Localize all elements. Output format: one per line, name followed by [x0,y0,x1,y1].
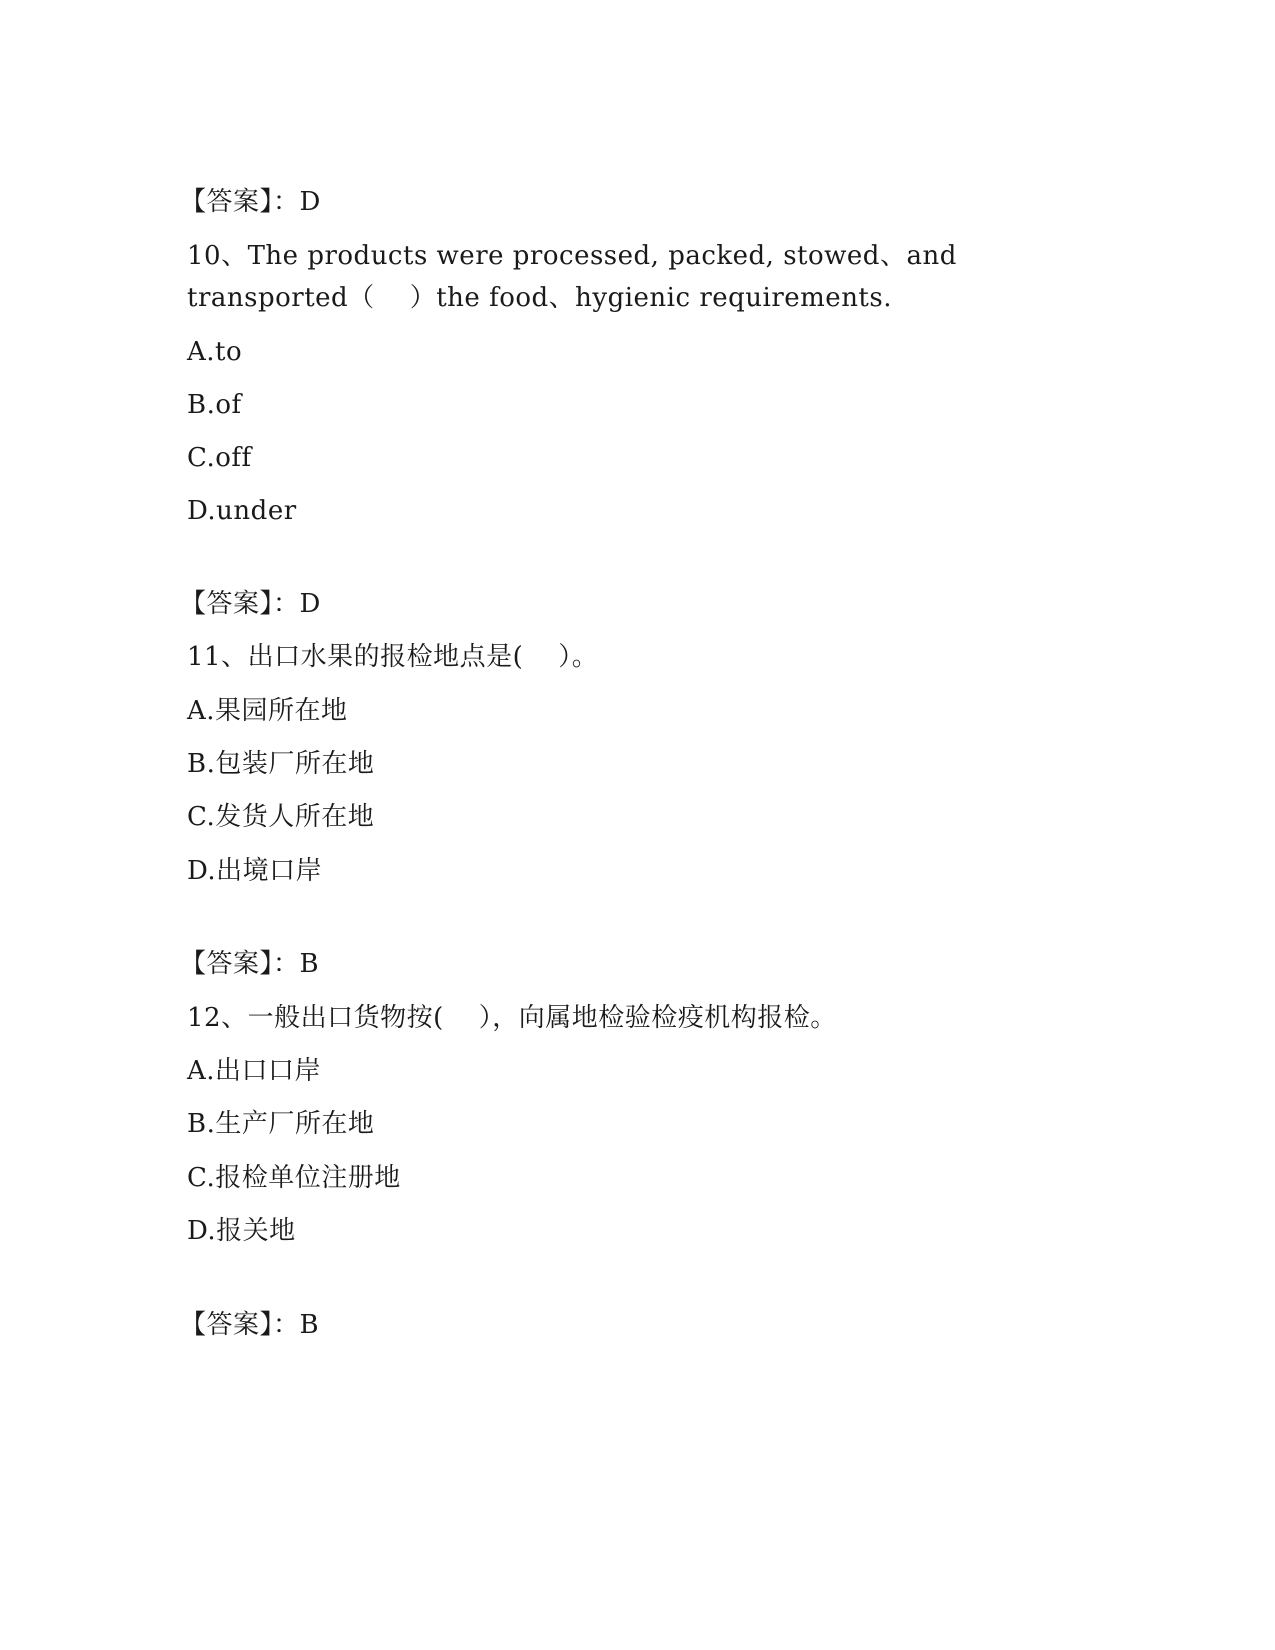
question-10-line-2: transported（ ）the food、hygienic requirements. [187,283,892,313]
answer-label: 【答案】：D [180,589,321,619]
option-d: D.报关地 [187,1216,296,1246]
option-b: B.包装厂所在地 [187,749,375,779]
option-a: A.to [187,337,243,367]
option-a: A.出口口岸 [187,1056,322,1086]
option-b: B.生产厂所在地 [187,1109,375,1139]
answer-label: 【答案】：B [180,1310,320,1340]
option-d: D.出境口岸 [187,856,323,886]
answer-label: 【答案】：D [180,187,321,217]
option-a: A.果园所在地 [187,696,348,726]
question-10-line-1: 10、The products were processed, packed, stowed、and [187,241,957,271]
question-11: 11、出口水果的报检地点是( ）。 [187,642,599,672]
answer-label: 【答案】：B [180,949,320,979]
question-12: 12、一般出口货物按( ），向属地检验检疫机构报检。 [187,1003,837,1033]
option-c: C.报检单位注册地 [187,1163,401,1193]
option-b: B.of [187,390,242,420]
option-d: D.under [187,496,297,526]
option-c: C.off [187,443,252,473]
option-c: C.发货人所在地 [187,802,375,832]
